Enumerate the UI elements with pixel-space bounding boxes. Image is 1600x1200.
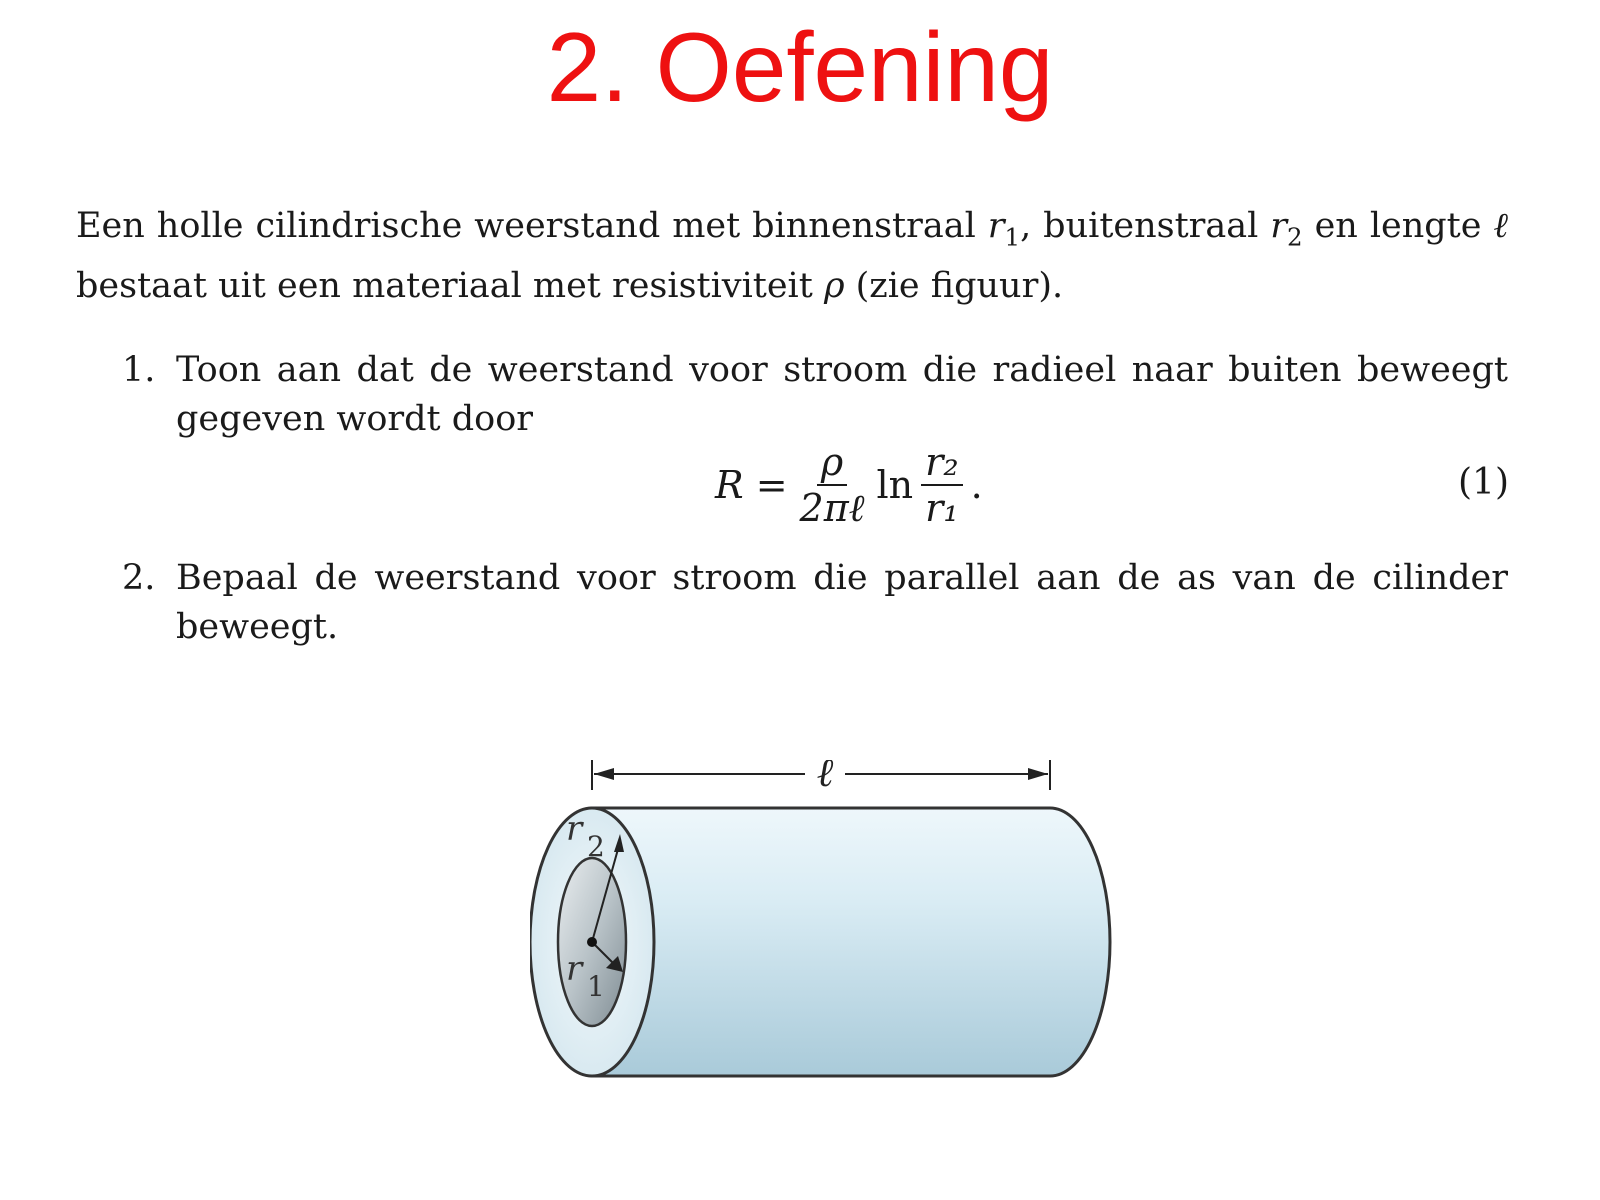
- hollow-cylinder-diagram: [530, 760, 1130, 1100]
- intro-text-1: Een holle cilindrische weerstand met binnenstraal: [76, 206, 988, 246]
- cylinder-body: [592, 808, 1110, 1076]
- symbol-rho: ρ: [823, 265, 845, 306]
- fraction-rho-over-2pi-ell: [796, 442, 869, 528]
- list-item-number: 2.: [122, 558, 156, 598]
- r1-label-subscript: 1: [587, 970, 605, 1003]
- equation: [0, 440, 1600, 530]
- center-dot: [587, 937, 597, 947]
- intro-text-2: , buitenstraal: [1020, 206, 1271, 246]
- list-item-2: [122, 554, 1508, 652]
- fraction-denominator: 2πℓ: [799, 486, 865, 530]
- list-item-1: [122, 346, 1508, 444]
- intro-text-5: (zie figuur).: [844, 265, 1064, 306]
- fraction-r2-over-r1: [921, 442, 962, 528]
- intro-text-4: bestaat uit een materiaal met resistiviteit: [76, 265, 824, 306]
- fraction-numerator: r₂: [921, 442, 962, 486]
- equation-number: (1): [1458, 462, 1509, 503]
- cylinder-figure: [530, 760, 1130, 1104]
- equation-period: .: [970, 463, 983, 507]
- arrowhead-left-icon: [594, 768, 614, 780]
- list-item-text: Toon aan dat de weerstand voor stroom die radieel naar buiten beweegt gegeven wordt door: [176, 350, 1508, 439]
- list-item-number: 1.: [122, 350, 156, 390]
- symbol-r1: $r_1$: [987, 206, 1021, 252]
- slide-title: 2. Oefening: [546, 12, 1054, 122]
- ln-operator: ln: [876, 463, 914, 507]
- arrowhead-right-icon: [1028, 768, 1048, 780]
- list-item-text: Bepaal de weerstand voor stroom die parallel aan de as van de cilinder beweegt.: [176, 558, 1508, 647]
- intro-text-3: en lengte: [1302, 206, 1494, 246]
- r1-label: r: [566, 949, 583, 989]
- equation-body: [715, 440, 983, 530]
- r2-label-subscript: 2: [587, 830, 605, 863]
- length-label: ℓ: [816, 760, 834, 796]
- fraction-denominator: r₁: [925, 486, 959, 530]
- fraction-numerator: ρ: [817, 442, 847, 486]
- symbol-ell: ℓ: [1493, 206, 1508, 246]
- equation-lhs: R =: [715, 463, 788, 507]
- r2-label: r: [566, 809, 583, 849]
- symbol-r2: $r_2$: [1270, 206, 1303, 252]
- intro-paragraph: [76, 202, 1508, 311]
